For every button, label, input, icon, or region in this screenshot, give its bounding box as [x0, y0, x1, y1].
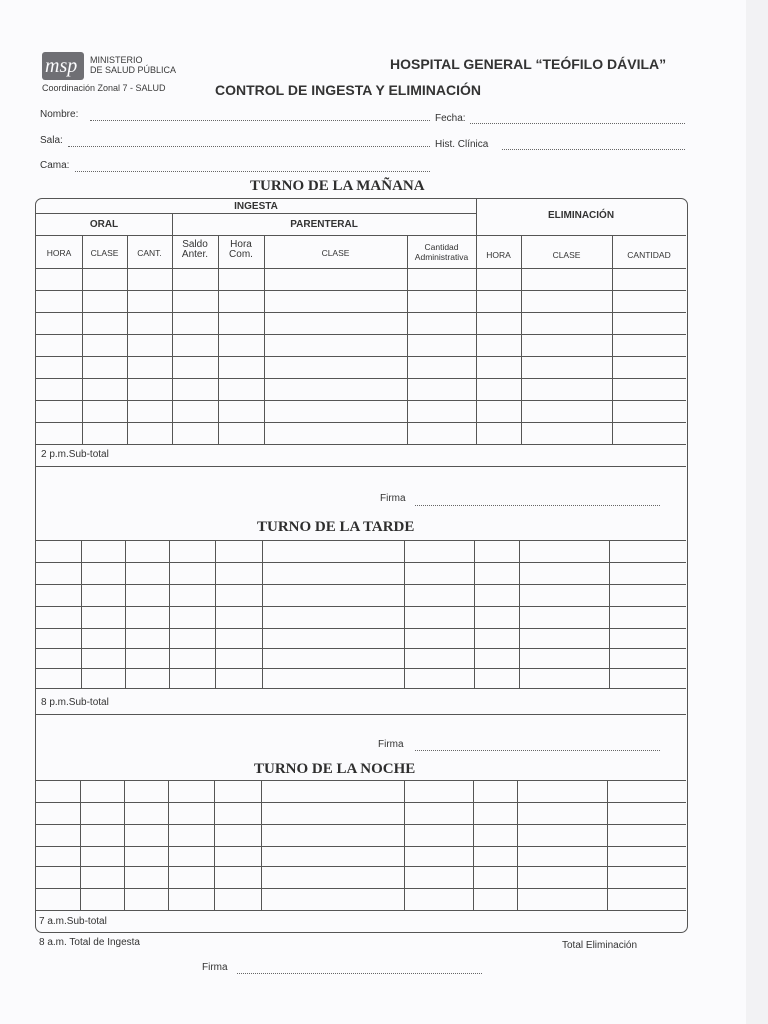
- morning-firma-label: Firma: [380, 493, 406, 504]
- row-line: [36, 606, 686, 607]
- column-line: [264, 235, 265, 444]
- column-line: [261, 780, 262, 910]
- column-line: [607, 780, 608, 910]
- row-line: [36, 562, 686, 563]
- grid-end-line: [36, 688, 686, 689]
- subtotal-line: [36, 466, 686, 467]
- night-subtotal-label: 7 a.m.Sub-total: [39, 916, 107, 927]
- column-line: [473, 780, 474, 910]
- eliminacion-header: ELIMINACIÓN: [547, 210, 615, 221]
- column-line: [124, 780, 125, 910]
- row-line: [36, 422, 686, 423]
- sala-label: Sala:: [40, 135, 63, 146]
- column-line: [404, 780, 405, 910]
- column-line: [612, 235, 613, 444]
- afternoon-firma-line[interactable]: [415, 750, 660, 751]
- row-line: [36, 648, 686, 649]
- column-line: [218, 235, 219, 444]
- row-line: [36, 334, 686, 335]
- col-cantidad-administrativa: Cantidad Administrativa: [414, 242, 469, 262]
- column-line: [172, 235, 173, 444]
- col-clase-1: CLASE: [90, 248, 119, 258]
- col-hora-1: HORA: [46, 248, 72, 258]
- total-eliminacion-label: Total Eliminación: [562, 940, 638, 951]
- column-line: [82, 235, 83, 444]
- msp-logo-mark: msp: [45, 55, 78, 77]
- row-line: [36, 584, 686, 585]
- nombre-label: Nombre:: [40, 109, 79, 120]
- msp-logo: [42, 52, 84, 80]
- cama-field[interactable]: [75, 171, 430, 172]
- morning-shift-title: TURNO DE LA MAÑANA: [250, 178, 425, 194]
- col-clase-elim: CLASE: [552, 250, 581, 260]
- afternoon-firma-label: Firma: [378, 739, 404, 750]
- row-line: [36, 400, 686, 401]
- parenteral-header: PARENTERAL: [290, 219, 358, 230]
- col-cantidad-elim: CANTIDAD: [627, 250, 671, 260]
- afternoon-top-line: [36, 540, 686, 541]
- night-top-line: [36, 780, 686, 781]
- night-shift-title: TURNO DE LA NOCHE: [254, 761, 416, 777]
- header-bottom-line: [36, 268, 686, 269]
- nombre-field[interactable]: [90, 120, 430, 121]
- row-line: [36, 888, 686, 889]
- col-hora-elim: HORA: [486, 250, 511, 260]
- hist-clinica-field[interactable]: [502, 149, 685, 150]
- afternoon-subtotal-label: 8 p.m.Sub-total: [41, 697, 109, 708]
- ingesta-eliminacion-separator: [476, 199, 477, 444]
- hist-clinica-label: Hist. Clínica: [435, 139, 489, 150]
- footer-firma-label: Firma: [202, 962, 228, 973]
- eliminacion-divider: [476, 235, 686, 236]
- oral-parenteral-divider: [36, 235, 476, 236]
- hospital-name: HOSPITAL GENERAL “TEÓFILO DÁVILA”: [390, 56, 667, 72]
- ministry-name: [90, 55, 176, 75]
- column-line: [521, 235, 522, 444]
- footer-firma-line[interactable]: [237, 973, 482, 974]
- row-line: [36, 378, 686, 379]
- subtotal-line: [36, 714, 686, 715]
- morning-subtotal-label: 2 p.m.Sub-total: [41, 449, 109, 460]
- oral-header: ORAL: [89, 219, 119, 230]
- row-line: [36, 846, 686, 847]
- column-line: [407, 235, 408, 444]
- intake-table-frame: [35, 198, 688, 933]
- row-line: [36, 668, 686, 669]
- col-saldo-anter: Saldo Anter.: [181, 239, 209, 260]
- row-line: [36, 356, 686, 357]
- row-line: [36, 628, 686, 629]
- cama-label: Cama:: [40, 160, 70, 171]
- row-line: [36, 866, 686, 867]
- column-line: [168, 780, 169, 910]
- morning-firma-line[interactable]: [415, 505, 660, 506]
- row-line: [36, 290, 686, 291]
- col-clase-2: CLASE: [321, 248, 350, 258]
- sala-field[interactable]: [68, 146, 430, 147]
- ministry-line1: MINISTERIO: [90, 55, 143, 65]
- row-line: [36, 312, 686, 313]
- form-title: CONTROL DE INGESTA Y ELIMINACIÓN: [215, 82, 482, 98]
- fecha-label: Fecha:: [435, 113, 466, 124]
- ministry-line2: DE SALUD PÚBLICA: [90, 65, 177, 75]
- grid-end-line: [36, 910, 686, 911]
- afternoon-shift-title: TURNO DE LA TARDE: [257, 519, 415, 535]
- col-cant: CANT.: [137, 248, 162, 258]
- row-line: [36, 824, 686, 825]
- total-ingesta-label: 8 a.m. Total de Ingesta: [39, 937, 140, 948]
- ingesta-header: INGESTA: [234, 201, 278, 212]
- col-hora-com: Hora Com.: [229, 239, 253, 260]
- coordination-label: Coordinación Zonal 7 - SALUD: [42, 83, 166, 93]
- column-line: [214, 780, 215, 910]
- grid-end-line: [36, 444, 686, 445]
- column-line: [127, 235, 128, 444]
- column-line: [517, 780, 518, 910]
- column-line: [80, 780, 81, 910]
- fecha-field[interactable]: [470, 123, 685, 124]
- ingesta-divider: [36, 213, 476, 214]
- row-line: [36, 802, 686, 803]
